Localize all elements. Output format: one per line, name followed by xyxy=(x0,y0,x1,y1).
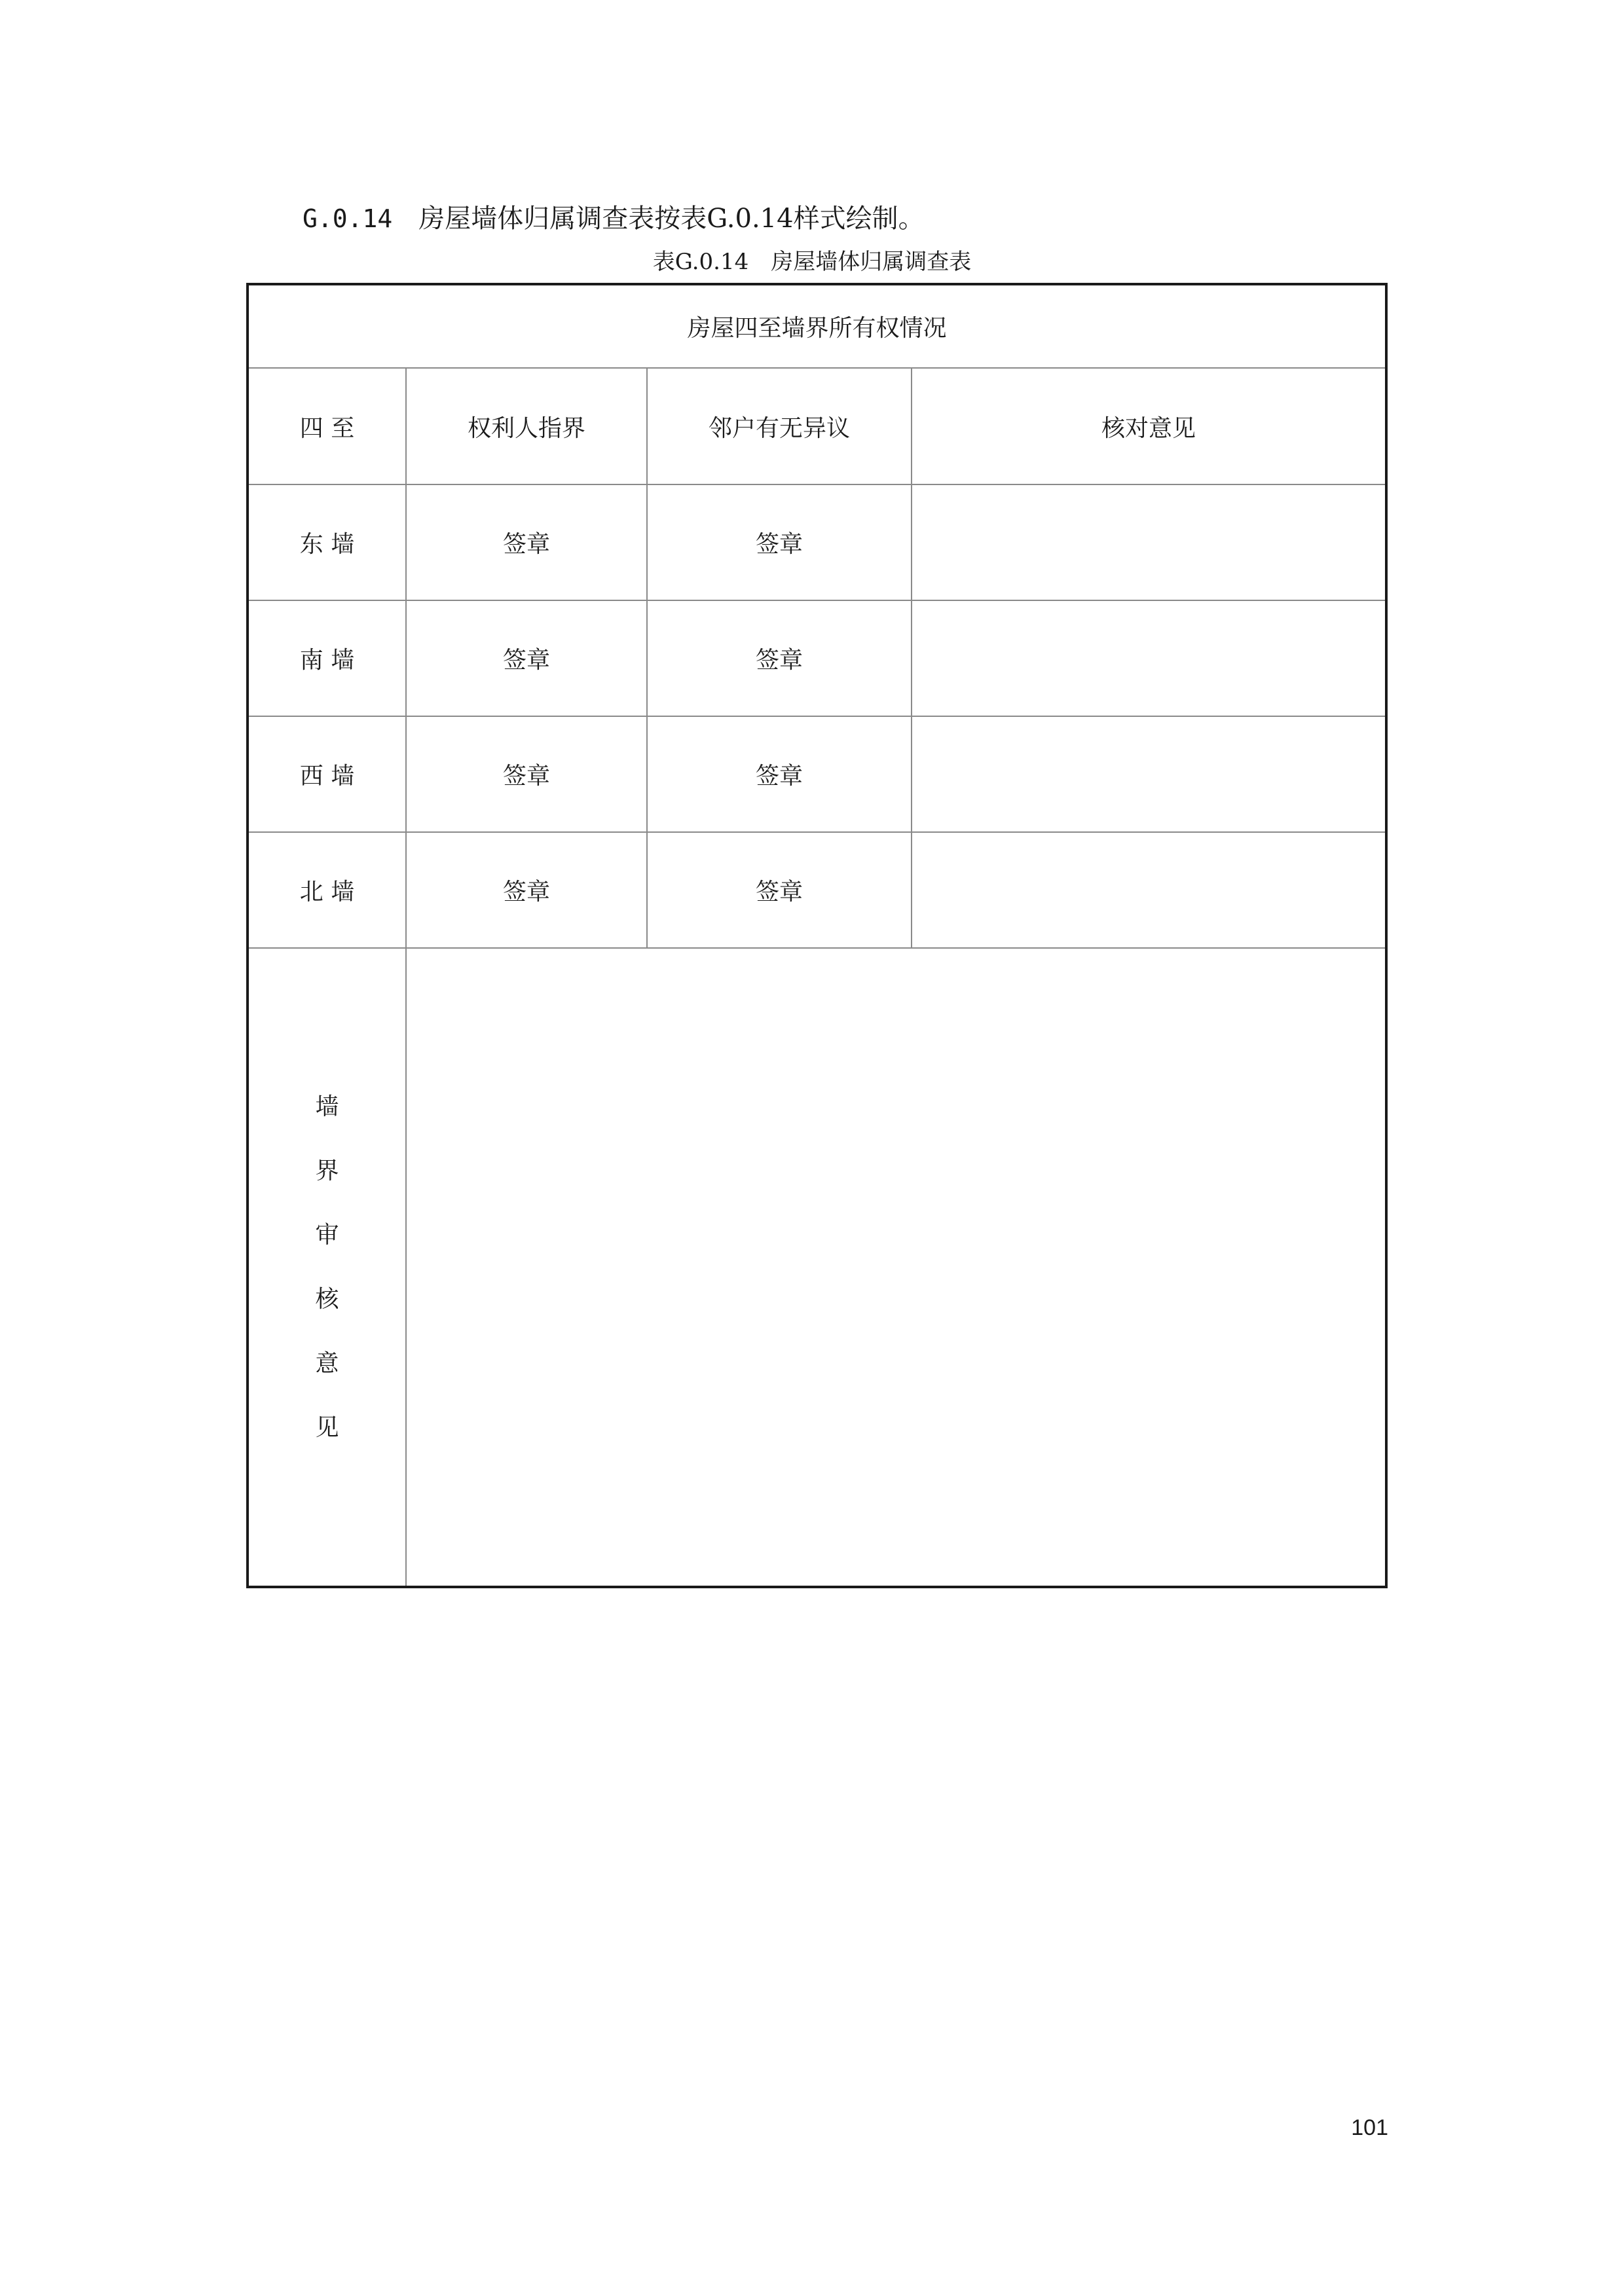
column-header-check-text: 核对意见 xyxy=(1101,414,1196,442)
signature-label: 签章 xyxy=(755,531,803,558)
table-caption-label: 表G.0.14 xyxy=(652,249,749,275)
table-row-south-owner xyxy=(407,601,646,716)
table-row-south-side xyxy=(249,601,405,716)
clause-number: G.0.14 xyxy=(303,204,393,233)
table-row-west-check xyxy=(912,717,1385,831)
review-label xyxy=(249,949,405,1586)
table-row-west-side xyxy=(249,717,405,831)
clause-text: 房屋墙体归属调查表按表G.0.14样式绘制。 xyxy=(418,204,925,234)
table-row-south-neighbor xyxy=(648,601,911,716)
table-row-north-neighbor xyxy=(648,833,911,947)
wall-ownership-table xyxy=(246,283,1388,1588)
column-header-owner-text: 权利人指界 xyxy=(467,414,585,442)
review-label-char: 墙 xyxy=(315,1093,339,1120)
column-header-neighbor-text: 邻户有无异议 xyxy=(708,414,850,442)
table-caption xyxy=(0,244,1624,280)
column-header-owner xyxy=(407,369,646,484)
review-label-char: 核 xyxy=(315,1285,339,1313)
side-label: 北 墙 xyxy=(299,879,355,905)
signature-label: 签章 xyxy=(502,531,550,558)
table-header xyxy=(249,285,1385,367)
side-label: 西 墙 xyxy=(299,763,355,790)
signature-label: 签章 xyxy=(502,763,550,790)
page-number: 101 xyxy=(1351,2115,1388,2140)
clause-paragraph xyxy=(303,195,925,242)
table-row-north-owner xyxy=(407,833,646,947)
column-header-sides-text: 四 至 xyxy=(299,414,355,442)
review-label-char: 界 xyxy=(315,1157,339,1184)
column-header-neighbor xyxy=(648,369,911,484)
side-label: 东 墙 xyxy=(299,531,355,558)
signature-label: 签章 xyxy=(755,647,803,674)
review-label-char: 见 xyxy=(315,1413,339,1441)
column-header-check xyxy=(912,369,1385,484)
table-header-text: 房屋四至墙界所有权情况 xyxy=(687,315,947,342)
table-row-east-side xyxy=(249,485,405,600)
table-row-east-neighbor xyxy=(648,485,911,600)
table-row-east-check xyxy=(912,485,1385,600)
table-row-north-side xyxy=(249,833,405,947)
signature-label: 签章 xyxy=(755,879,803,905)
table-row-west-owner xyxy=(407,717,646,831)
signature-label: 签章 xyxy=(755,763,803,790)
table-row-east-owner xyxy=(407,485,646,600)
signature-label: 签章 xyxy=(502,879,550,905)
table-caption-title: 房屋墙体归属调查表 xyxy=(771,249,972,275)
column-header-sides xyxy=(249,369,405,484)
side-label: 南 墙 xyxy=(299,647,355,674)
review-content-cell xyxy=(407,949,1385,1586)
signature-label: 签章 xyxy=(502,647,550,674)
review-label-char: 意 xyxy=(315,1349,339,1377)
table-row-north-check xyxy=(912,833,1385,947)
review-label-char: 审 xyxy=(315,1221,339,1248)
table-row-south-check xyxy=(912,601,1385,716)
table-row-west-neighbor xyxy=(648,717,911,831)
